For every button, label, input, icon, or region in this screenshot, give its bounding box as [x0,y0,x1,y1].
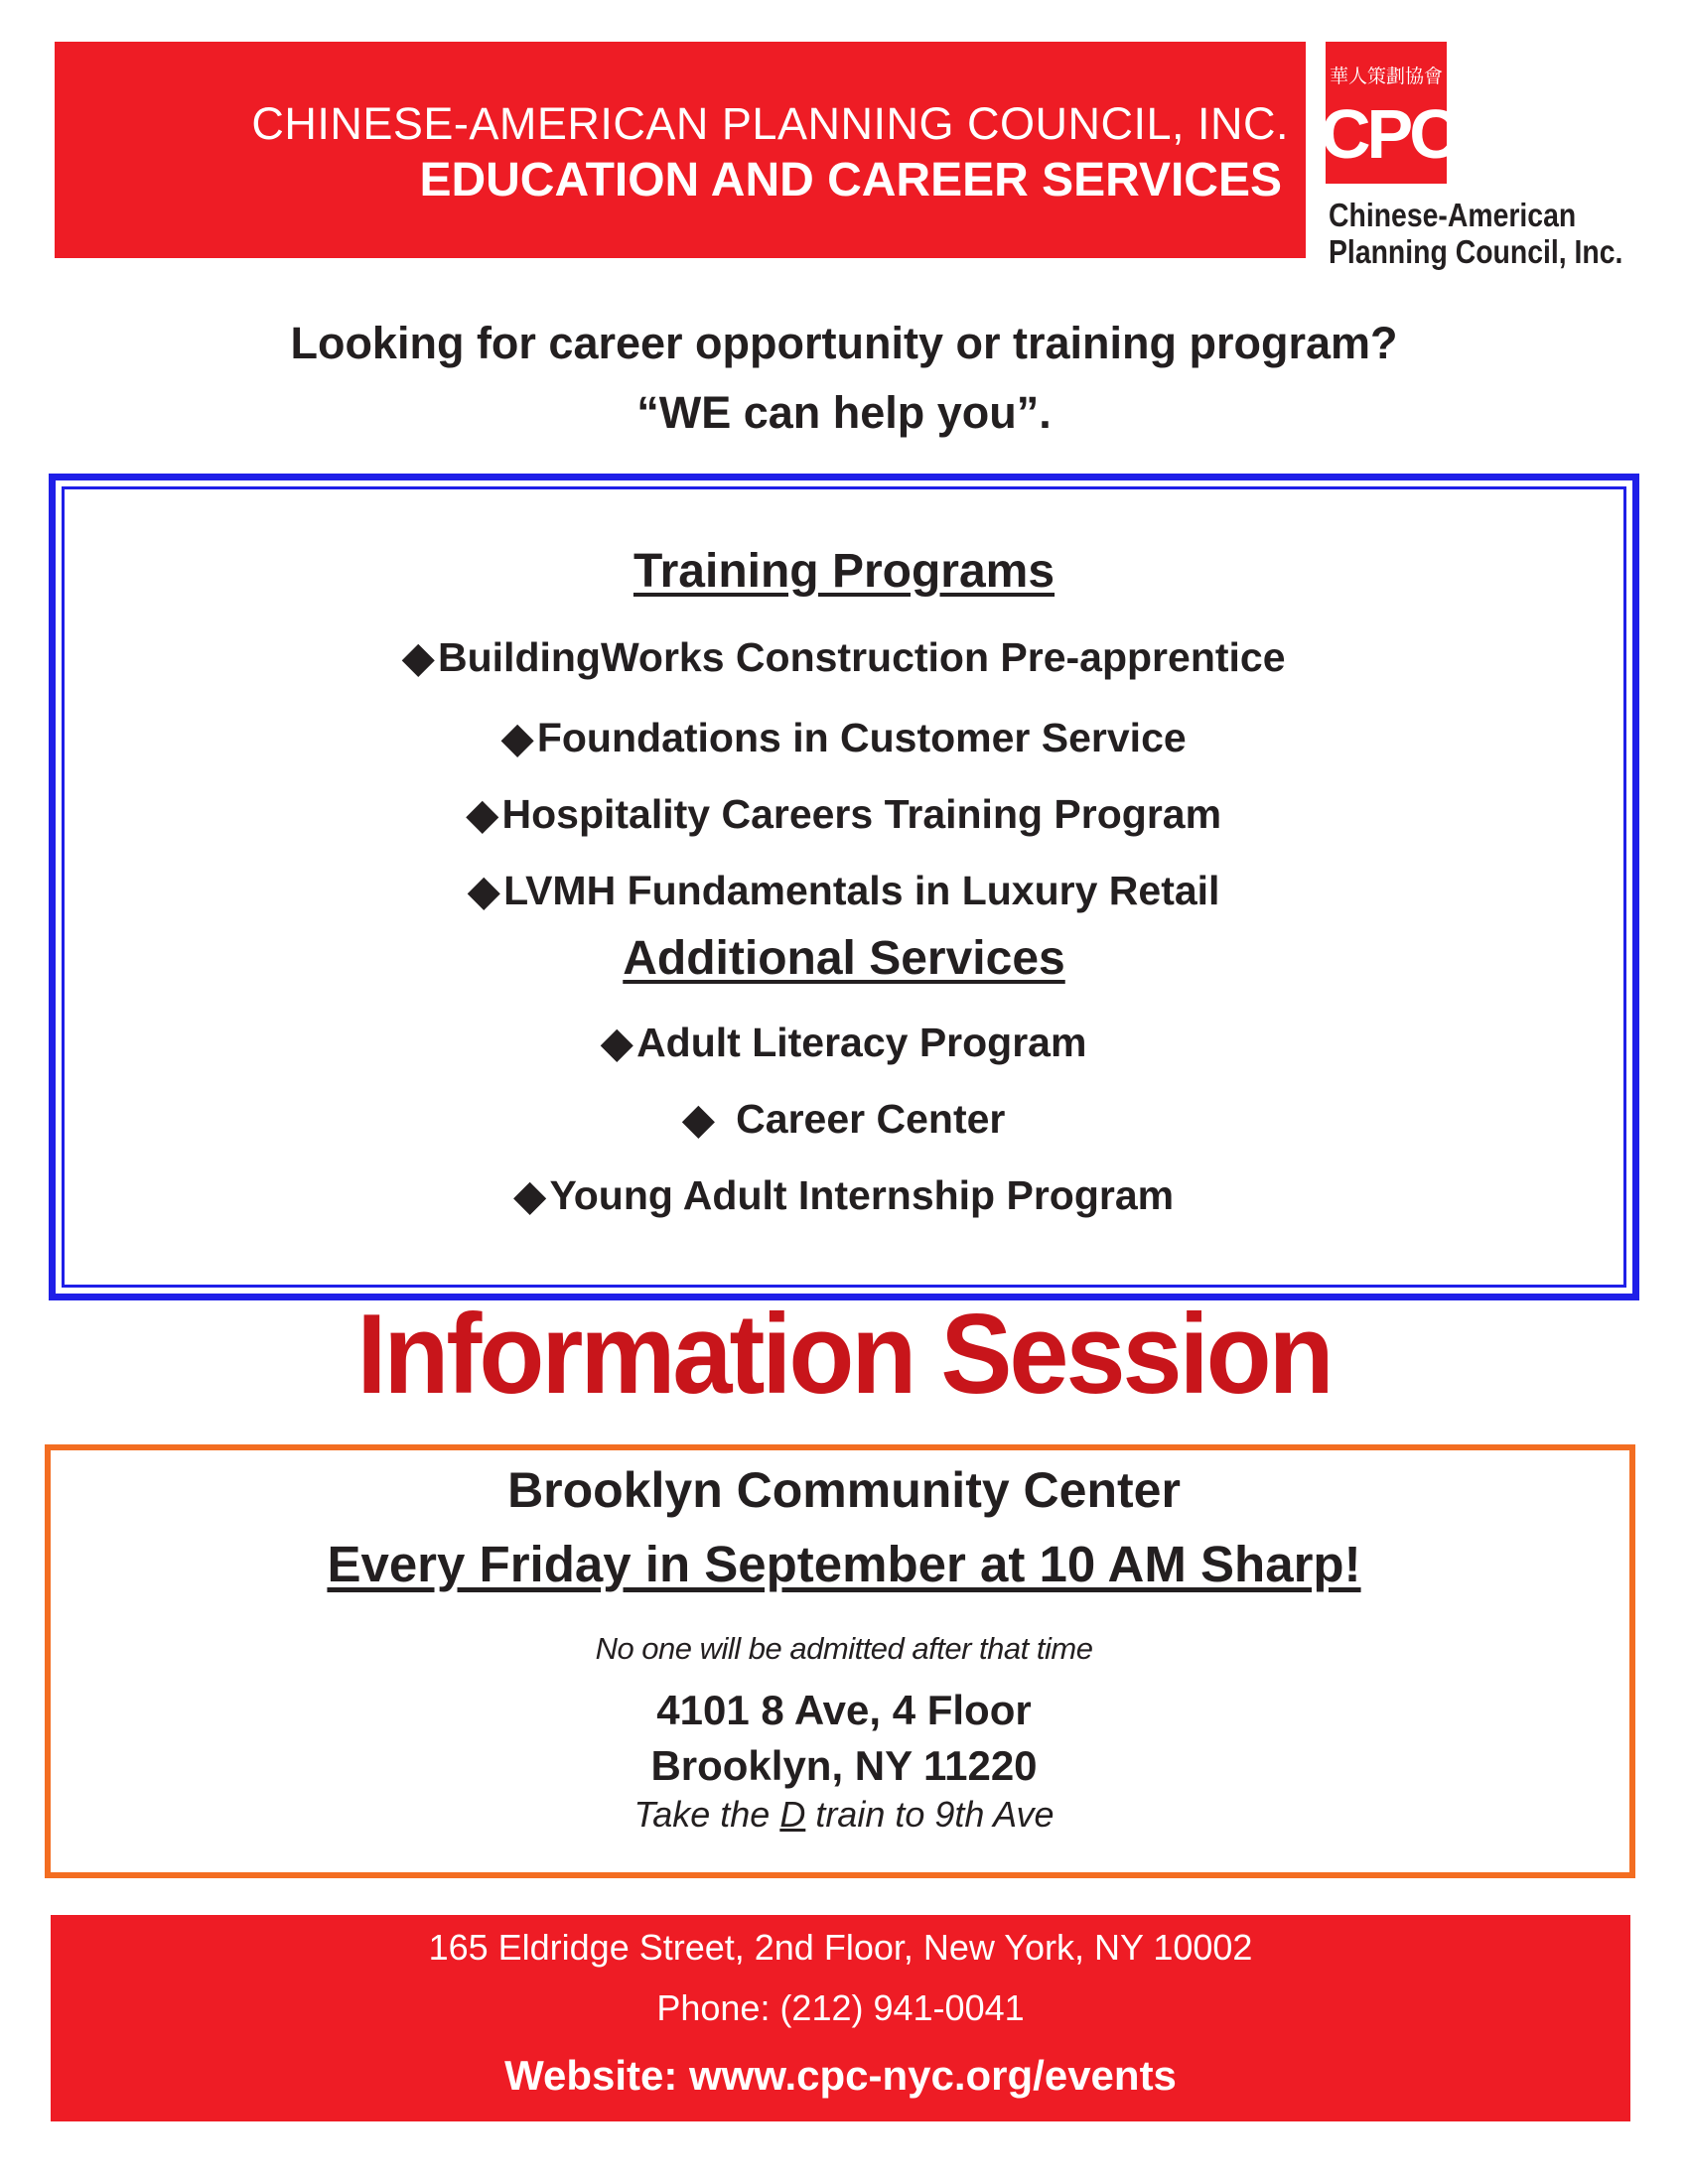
subway-line: D [779,1794,806,1835]
intro-tagline: “WE can help you”. [636,387,1052,438]
diamond-bullet-icon: ◆ [466,791,498,837]
intro-question: Looking for career opportunity or training program? [290,318,1398,368]
diamond-bullet-icon: ◆ [468,868,500,913]
diamond-bullet-icon: ◆ [513,1172,546,1218]
location-name: Brooklyn Community Center [507,1462,1181,1518]
admission-note: No one will be admitted after that time [595,1631,1093,1666]
training-programs-heading: Training Programs [633,545,1055,598]
logo-name-line-2: Planning Council, Inc. [1329,233,1623,270]
training-program-label: LVMH Fundamentals in Luxury Retail [503,868,1220,913]
additional-services-heading: Additional Services [623,932,1065,985]
service-label: Career Center [736,1096,1006,1142]
transit-prefix: Take the [633,1794,780,1835]
diamond-bullet-icon: ◆ [682,1096,715,1142]
diamond-bullet-icon: ◆ [601,1020,633,1065]
training-program-label: Foundations in Customer Service [536,715,1187,760]
training-program-label: BuildingWorks Construction Pre-apprentice [438,634,1286,680]
service-label: Young Adult Internship Program [549,1172,1175,1218]
transit-directions [0,1794,1688,1835]
information-session-title: Information Session [356,1290,1332,1418]
organization-name: CHINESE-AMERICAN PLANNING COUNCIL, INC. [251,98,1289,149]
footer-website: Website: www.cpc-nyc.org/events [504,2052,1177,2099]
service-label: Adult Literacy Program [636,1020,1087,1065]
header-banner [55,42,1306,258]
session-schedule: Every Friday in September at 10 AM Sharp! [327,1536,1361,1592]
transit-suffix: train to 9th Ave [805,1794,1055,1835]
training-program-item [0,868,1688,913]
session-address-line-1: 4101 8 Ave, 4 Floor [656,1687,1032,1733]
diamond-bullet-icon: ◆ [501,715,533,760]
department-name: EDUCATION AND CAREER SERVICES [419,154,1282,206]
logo-mark: CPC [1321,95,1456,173]
logo-chinese-name: 華人策劃協會 [1329,67,1443,87]
diamond-bullet-icon: ◆ [402,634,435,680]
session-address-line-2: Brooklyn, NY 11220 [650,1742,1038,1789]
training-program-label: Hospitality Careers Training Program [501,791,1222,837]
training-program-item [0,634,1688,680]
footer-address: 165 Eldridge Street, 2nd Floor, New York, NY 10002 [428,1927,1253,1968]
training-program-item [0,791,1688,837]
logo-name-line-1: Chinese-American [1329,197,1577,233]
footer-phone: Phone: (212) 941-0041 [656,1987,1025,2028]
service-item [0,1096,1688,1142]
service-item [0,1020,1688,1065]
service-item [0,1172,1688,1218]
training-program-item [0,715,1688,760]
